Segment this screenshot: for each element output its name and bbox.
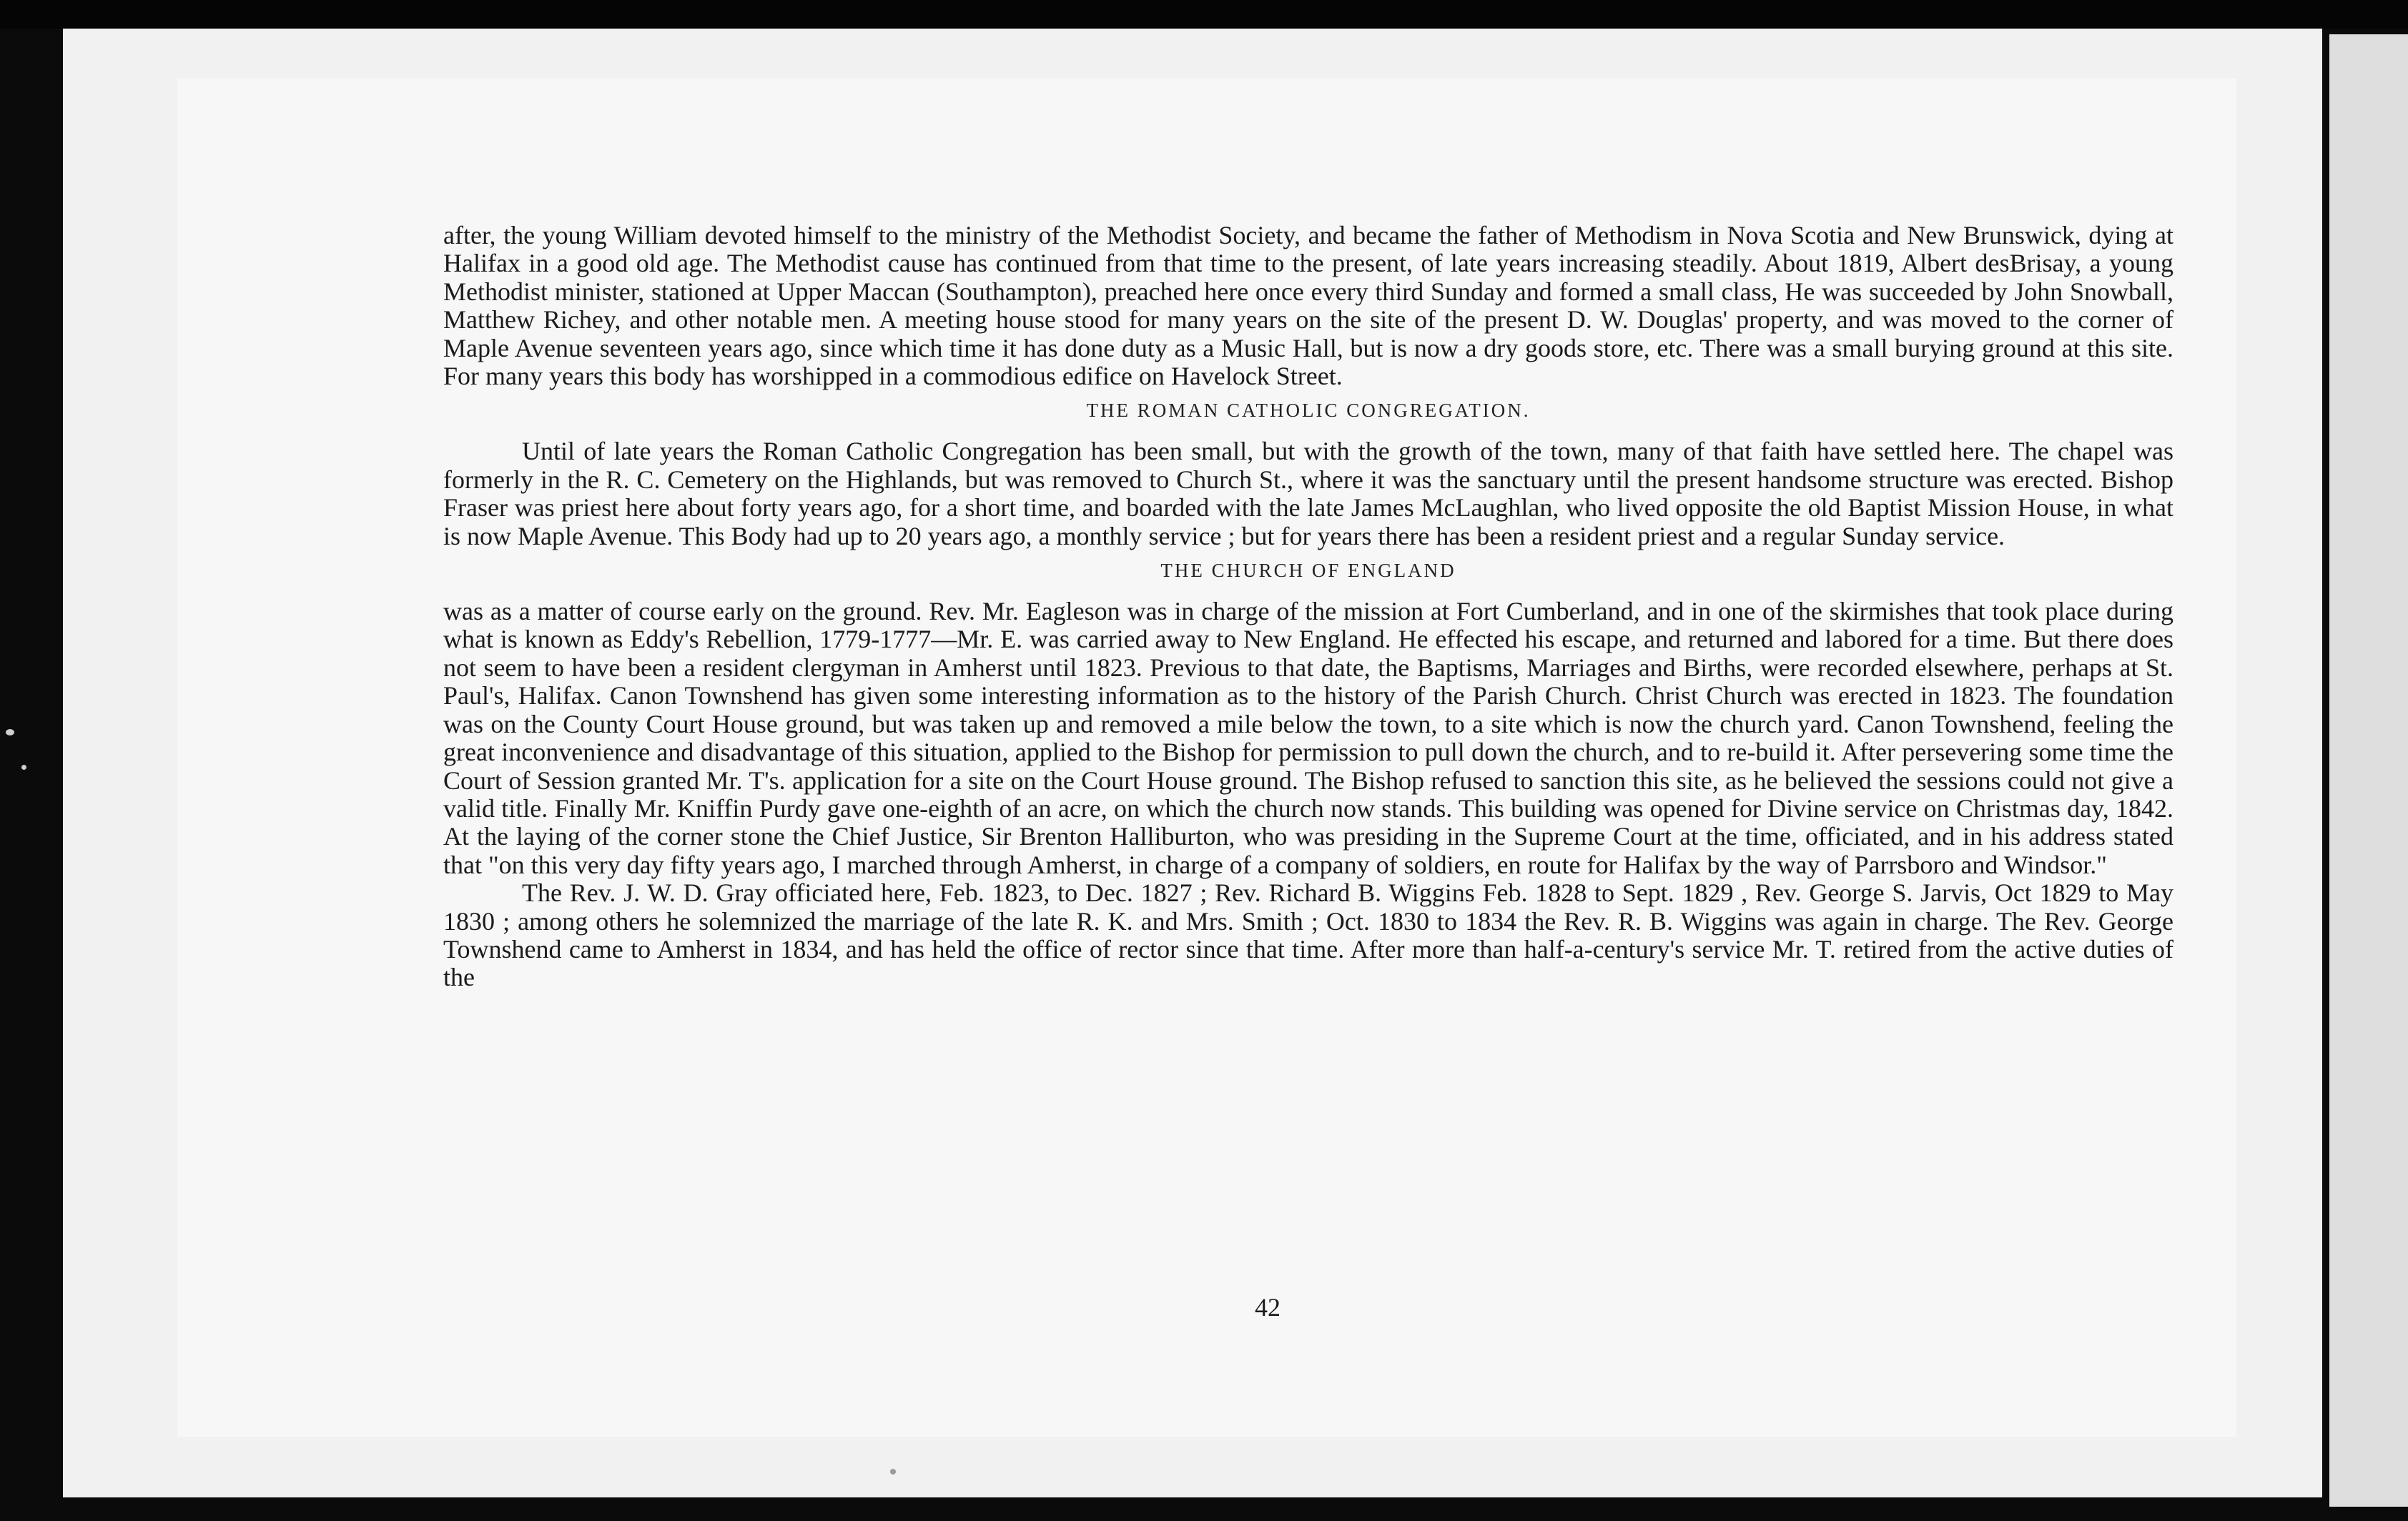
scan-speck (890, 1469, 896, 1475)
paragraph-roman-catholic: Until of late years the Roman Catholic Congregation has been small, but with the growth of the town, many of that faith have settled here. The chapel was formerly in the R. C. Cemetery on the Highlands, but was removed to Church St., where it was the sanctuary until the present handsome structure was erected. Bishop Fraser was priest here about forty years ago, for a short time, and boarded with the late James McLaughlan, who lived opposite the old Baptist Mission House, in what is now Maple Avenue. This Body had up to 20 years ago, a monthly service ; but for years there has been a resident priest and a regular Sunday service. (443, 437, 2173, 550)
paragraph-rectors: The Rev. J. W. D. Gray officiated here, Feb. 1823, to Dec. 1827 ; Rev. Richard B. Wiggins Feb. 1828 to Sept. 1829 , Rev. George S. Jarvis, Oct 1829 to May 1830 ; among others he solemnized the marriage of the late R. K. and Mrs. Smith ; Oct. 1830 to 1834 the Rev. R. B. Wiggins was again in charge. The Rev. George Townshend came to Amherst in 1834, and has held the office of rector since that time. After more than half-a-century's service Mr. T. retired from the active duties of the (443, 878, 2173, 992)
heading-roman-catholic: THE ROMAN CATHOLIC CONGREGATION. (1086, 400, 1531, 422)
facing-page-edge (2329, 34, 2408, 1507)
paragraph-methodist: after, the young William devoted himself to the ministry of the Methodist Society, and became the father of Methodism in Nova Scotia and New Brunswick, dying at Halifax in a good old age. The Methodist cause has continued from that time to the present, of late years increasing steadily. About 1819, Albert desBrisay, a young Methodist minister, stationed at Upper Maccan (Southampton), preached here once every third Sunday and formed a small class, He was succeeded by John Snowball, Matthew Richey, and other notable men. A meeting house stood for many years on the site of the present D. W. Douglas' property, and was moved to the corner of Maple Avenue seventeen years ago, since which time it has done duty as a Music Hall, but is now a dry goods store, etc. There was a small burying ground at this site. For many years this body has worshipped in a commodious edifice on Havelock Street. (443, 221, 2173, 391)
page-text (443, 222, 2173, 992)
scan-speck (6, 729, 14, 735)
heading-church-of-england: THE CHURCH OF ENGLAND (1160, 560, 1456, 582)
scan-border-top (0, 0, 2408, 29)
scan-speck (21, 765, 26, 770)
paragraph-church-of-england: was as a matter of course early on the ground. Rev. Mr. Eagleson was in charge of the mission at Fort Cumberland, and in one of the skirmishes that took place during what is known as Eddy's Rebellion, 1779-1777—Mr. E. was carried away to New England. He effected his escape, and returned and labored for a time. But there does not seem to have been a resident clergyman in Amherst until 1823. Previous to that date, the Baptisms, Marriages and Births, were recorded elsewhere, perhaps at St. Paul's, Halifax. Canon Townshend has given some interesting information as to the history of the Parish Church. Christ Church was erected in 1823. The foundation was on the County Court House ground, but was taken up and removed a mile below the town, to a site which is now the church yard. Canon Townshend, feeling the great inconvenience and disadvantage of this situation, applied to the Bishop for permission to pull down the church, and to re-build it. After persevering some time the Court of Session granted Mr. T's. application for a site on the Court House ground. The Bishop refused to sanction this site, as he believed the sessions could not give a valid title. Finally Mr. Kniffin Purdy gave one-eighth of an acre, on which the church now stands. This building was opened for Divine service on Christmas day, 1842. At the laying of the corner stone the Chief Justice, Sir Brenton Halliburton, who was presiding in the Supreme Court at the time, officiated, and in his address stated that "on this very day fifty years ago, I marched through Amherst, in charge of a company of soldiers, en route for Halifax by the way of Parrsboro and Windsor." (443, 597, 2173, 879)
page-number: 42 (1255, 1293, 1281, 1322)
